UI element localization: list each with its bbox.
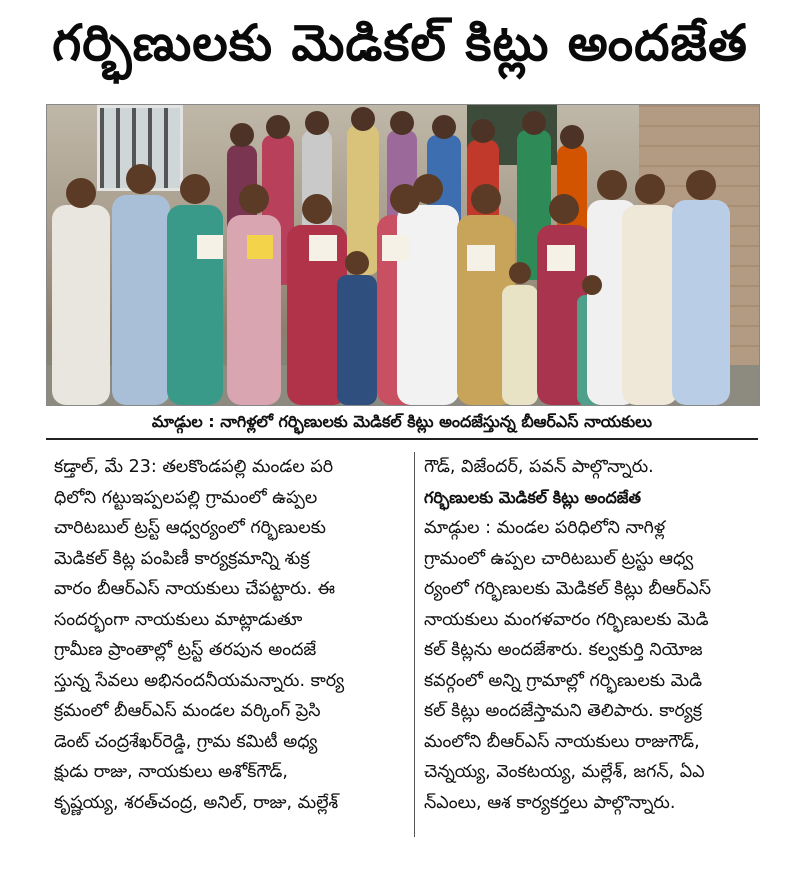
right-line: కల్ కిట్లు అందజేస్తామని తెలిపారు. కార్యక్ర [424,701,702,721]
left-line: కృష్ణయ్య, శరత్‌చంద్ర, అనిల్, రాజు, మల్లేశ్ [54,792,339,813]
left-line: క్షుడు రాజు, నాయకులు అశోక్‌గౌడ్, [54,762,288,782]
caption-rule [46,438,758,440]
right-line-top: గౌడ్, విజేందర్, పవన్ పాల్గొన్నారు. [424,457,654,477]
right-line: నాయకులు మంగళవారం గర్భిణులకు మెడి [424,609,709,630]
right-line: మాడ్గుల : మండల పరిధిలోని నాగిళ్ల [424,518,666,538]
left-line: చారిటబుల్ ట్రస్ట్ ఆధ్వర్యంలో గర్భిణులకు [54,518,326,538]
right-column [424,452,758,818]
column-divider [414,452,415,837]
right-line: న్ఎంలు, ఆశ కార్యకర్తలు పాల్గొన్నారు. [424,792,676,813]
photo-caption: మాడ్గుల : నాగిళ్లలో గర్భిణులకు మెడికల్ కిట్లు అందజేస్తున్న బీఆర్ఎస్ నాయకులు [151,411,653,431]
left-line: స్తున్న సేవలు అభినందనీయమన్నారు. కార్య [54,670,345,691]
right-line: కల్ కిట్లను అందజేశారు. కల్వకుర్తి నియోజ [424,640,703,660]
group-photo [46,104,760,406]
right-subheading: గర్భిణులకు మెడికల్ కిట్లు అందజేత [424,487,641,507]
right-line: మంలోని బీఆర్ఎస్ నాయకులు రాజుగౌడ్, [424,731,700,752]
left-column [54,452,406,818]
headline: గర్భిణులకు మెడికల్ కిట్లు అందజేత [52,13,748,72]
people-group [47,105,759,405]
left-line: సందర్భంగా నాయకులు మాట్లాడుతూ [54,609,303,630]
right-line: గ్రామంలో ఉప్పల చారిటబుల్ ట్రస్టు ఆధ్వ [424,548,694,569]
left-line: వారం బీఆర్ఎస్ నాయకులు చేపట్టారు. ఈ [54,579,336,599]
right-line: ర్యంలో గర్భిణులకు మెడికల్ కిట్లు బీఆర్ఎస్ [424,579,712,599]
left-line: డెంట్ చంద్రశేఖర్‌రెడ్డి, గ్రామ కమిటీ అధ్య [54,731,318,752]
right-line: కవర్గంలో అన్ని గ్రామాల్లో గర్భిణులకు మెడి [424,670,703,691]
left-line: క్రమంలో బీఆర్ఎస్ మండల వర్కింగ్ ప్రెసి [54,701,321,721]
left-line: గ్రామీణ ప్రాంతాల్లో ట్రస్ట్ తరపున అందజే [54,640,317,660]
left-line: ధిలోని గట్టుఇప్పలపల్లి గ్రామంలో ఉప్పల [54,487,318,508]
front-row [52,164,730,405]
right-line: చెన్నయ్య, వెంకటయ్య, మల్లేశ్, జగన్, ఏఎ [424,762,705,782]
left-line: కడ్తాల్, మే 23: తలకొండపల్లి మండల పరి [54,457,334,477]
left-line: మెడికల్ కిట్ల పంపిణీ కార్యక్రమాన్ని శుక్ర [54,548,310,569]
